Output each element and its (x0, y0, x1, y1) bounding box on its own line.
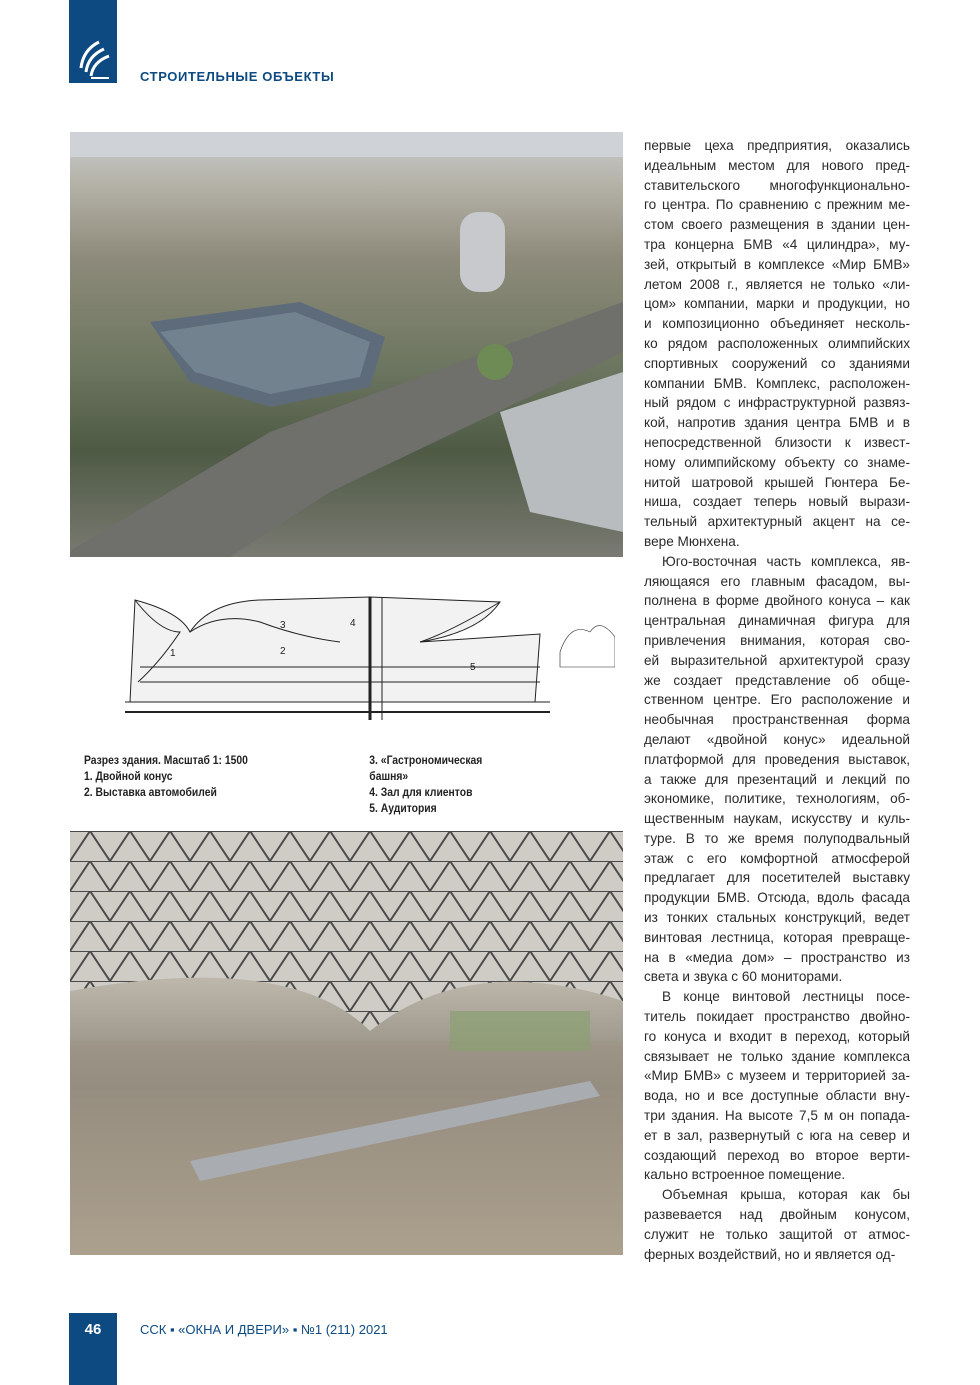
article-line: тра концерна БМВ «4 цилиндра», му- (644, 236, 910, 252)
drawing-label-3: 3 (280, 620, 286, 631)
article-line: же создает представление об обще- (644, 672, 910, 688)
article-line: связывает не только здание комплекса (644, 1048, 910, 1064)
article-line: компании БМВ. Комплекс, расположен- (644, 375, 910, 391)
article-line: стом своего размещения в здании цен- (644, 217, 910, 233)
article-line: кально встроенное помещение. (644, 1167, 846, 1183)
article-line: экономике, политике, технологиям, об- (644, 791, 910, 807)
article-line: ферных воздействий, но и является од- (644, 1246, 896, 1262)
article-line: го центра. По сравнению с прежним ме- (644, 197, 910, 213)
article-line: кой, напротив здания центра БМВ и в (644, 415, 910, 431)
caption-item: 2. Выставка автомобилей (84, 787, 217, 799)
building-section-drawing (120, 592, 615, 722)
article-line: предлагает для посетителей выставку (644, 870, 910, 886)
page-number: 46 (84, 1321, 102, 1338)
article-line: ей выразительной архитектурой сразу (644, 652, 910, 668)
article-line: ет в зал, развернутый с юга на север и (644, 1127, 910, 1143)
section-title: СТРОИТЕЛЬНЫЕ ОБЪЕКТЫ (140, 69, 335, 84)
article-line: этаж с его комфортной атмосферой (644, 850, 910, 866)
drawing-label-1: 1 (170, 648, 176, 659)
article-line: нитой шатровой крышей Гюнтера Бе- (644, 474, 910, 490)
aerial-photo-bmw-welt (70, 132, 623, 557)
article-line: делают «двойной конус» идеальной (644, 731, 910, 747)
article-line: зей, открытый в комплексе «Мир БМВ» (644, 256, 910, 272)
article-line: го конуса и входит в переход, который (644, 1028, 910, 1044)
article-line: тельный архитектурный акцент на се- (644, 514, 910, 530)
caption-item: 3. «Гастрономическая башня» (369, 755, 483, 783)
article-line: ляющаяся его главным фасадом, вы- (644, 573, 910, 589)
article-line: цом» компании, марки и продукции, но (644, 296, 910, 312)
caption-title: Разрез здания. Масштаб 1: 1500 (84, 755, 248, 767)
article-line: спортивных сооружений со зданиями (644, 355, 910, 371)
article-line: туре. В то же время полуподвальный (644, 830, 910, 846)
drawing-label-2: 2 (280, 646, 286, 657)
article-line: центральная динамичная фигура для (644, 613, 910, 629)
header-color-block (69, 0, 117, 83)
drawing-label-5: 5 (470, 662, 476, 673)
article-line: вода, но и все доступные области вну- (644, 1088, 910, 1104)
article-line: а также для презентаций и лекций по (644, 771, 910, 787)
article-line: идеальным местом для нового пред- (644, 157, 910, 173)
article-line: титель покидает пространство двойно- (644, 1009, 910, 1025)
article-line: щественным наукам, искусству и куль- (644, 811, 910, 827)
article-line: ниша, создает теперь новый вырази- (644, 494, 910, 510)
publication-info: ССК ▪ «ОКНА И ДВЕРИ» ▪ №1 (211) 2021 (140, 1322, 388, 1337)
caption-item: 4. Зал для клиентов (369, 787, 473, 799)
article-line: служит не только защитой от атмос- (644, 1226, 910, 1242)
article-line: развевается над двойным конусом, (644, 1207, 910, 1223)
article-line: ставительского многофункционально- (644, 177, 910, 193)
article-line: ко рядом расположенных олимпийских (644, 335, 910, 351)
article-line: продукции БМВ. Отсюда, вдоль фасада (644, 890, 910, 906)
article-line: привлечения внимания, которая сво- (644, 632, 910, 648)
article-line: вере Мюнхена. (644, 533, 740, 549)
interior-roof-construction-photo (70, 831, 623, 1255)
article-line: непосредственной близости к извест- (644, 434, 910, 450)
article-line: на в «медиа дом» – пространство из (644, 949, 910, 965)
article-line: ный рядом с инфраструктурной развяз- (644, 395, 910, 411)
drawing-label-4: 4 (350, 618, 356, 629)
caption-item: 5. Аудитория (369, 803, 437, 815)
caption-item: 1. Двойной конус (84, 771, 173, 783)
article-line: «Мир БМВ» с музеем и территорией за- (644, 1068, 910, 1084)
magazine-logo-icon (77, 38, 111, 80)
article-line: необычная пространственная форма (644, 712, 910, 728)
article-line: создающий переход во второе верти- (644, 1147, 910, 1163)
article-line: из тонких стальных конструкций, ведет (644, 910, 910, 926)
article-line: три здания. На высоте 7,5 м он попада- (644, 1108, 910, 1124)
article-line: летом 2008 г., является не только «ли- (644, 276, 910, 292)
article-line: и композиционно объединяет несколь- (644, 316, 910, 332)
article-line: платформой для проведения выставок, (644, 751, 910, 767)
article-line: первые цеха предприятия, оказались (644, 138, 910, 153)
article-line: Юго-восточная часть комплекса, яв- (662, 553, 910, 569)
article-line: света и звука с 60 мониторами. (644, 969, 843, 985)
article-line: В конце винтовой лестницы посе- (662, 989, 910, 1005)
article-line: ному олимпийскому объекту со знаме- (644, 454, 910, 470)
footer-color-block (69, 1313, 117, 1385)
article-body (644, 136, 910, 1264)
article-line: ственном центре. Его расположение и (644, 692, 910, 708)
article-line: винтовая лестница, которая превраще- (644, 929, 910, 945)
article-line: Объемная крыша, которая как бы (662, 1187, 910, 1203)
article-line: полнена в форме двойного конуса – как (644, 593, 910, 609)
